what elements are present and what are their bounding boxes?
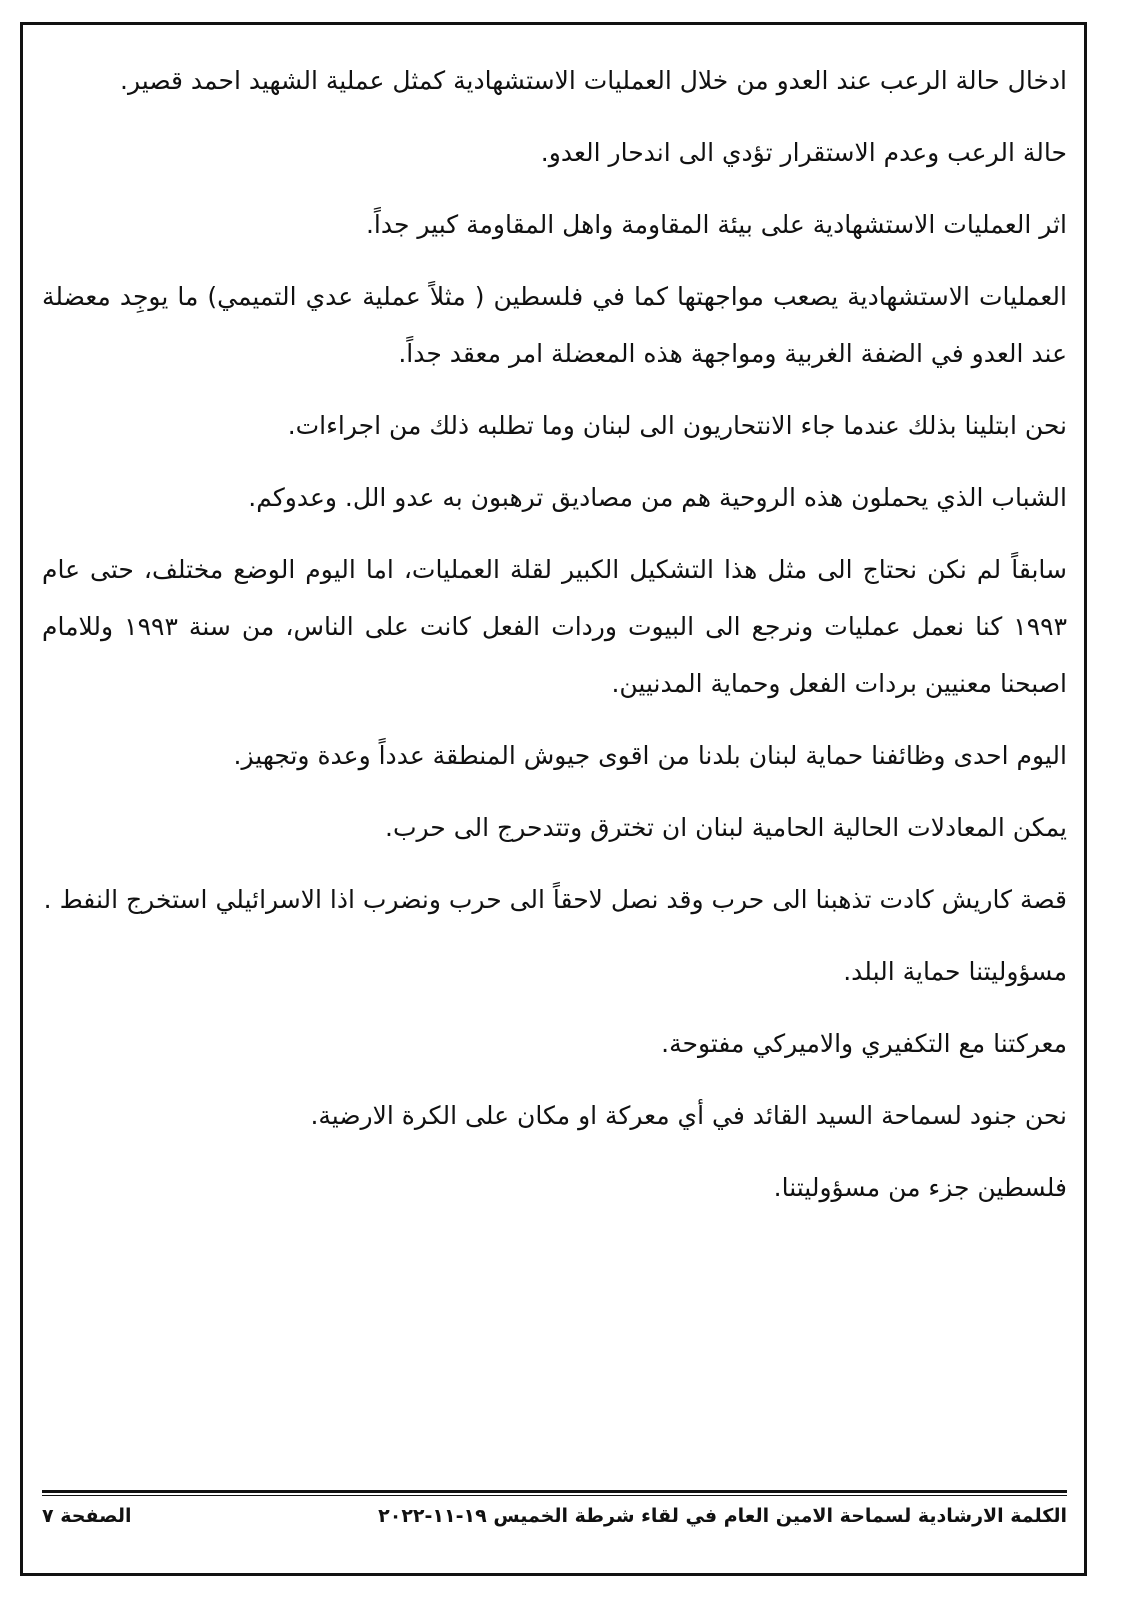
paragraph-7: سابقاً لم نكن نحتاج الى مثل هذا التشكيل الكبير لقلة العمليات، اما اليوم الوضع مختلف، حتى عام ١٩٩٣ كنا نعمل عمليات ونرجع الى البيوت وردات الفعل كانت على الناس، من سنة ١٩٩٣ وللامام اصبحنا معنيين بردات الفعل وحماية المدنيين. (42, 555, 1067, 698)
paragraph-1: ادخال حالة الرعب عند العدو من خلال العمليات الاستشهادية كمثل عملية الشهيد احمد قصير. (120, 66, 1067, 95)
paragraph-2: حالة الرعب وعدم الاستقرار تؤدي الى اندحار العدو. (540, 138, 1067, 167)
paragraph-4: العمليات الاستشهادية يصعب مواجهتها كما في فلسطين ( مثلاً عملية عدي التميمي) ما يوجِد معضلة عند العدو في الضفة الغربية ومواجهة هذه المعضلة امر معقد جداً. (42, 282, 1067, 368)
document-body (42, 52, 1067, 1231)
footer-title: الكلمة الارشادية لسماحة الامين العام في لقاء شرطة الخميس ١٩-١١-٢٠٢٢ (378, 1505, 1067, 1527)
paragraph-9: يمكن المعادلات الحالية الحامية لبنان ان تخترق وتتدحرج الى حرب. (385, 813, 1067, 842)
paragraph-13: نحن جنود لسماحة السيد القائد في أي معركة او مكان على الكرة الارضية. (310, 1101, 1067, 1130)
paragraph-14: فلسطين جزء من مسؤوليتنا. (773, 1173, 1067, 1202)
paragraph-5: نحن ابتلينا بذلك عندما جاء الانتحاريون الى لبنان وما تطلبه ذلك من اجراءات. (287, 411, 1067, 440)
footer-divider (42, 1490, 1067, 1496)
paragraph-8: اليوم احدى وظائفنا حماية لبنان بلدنا من اقوى جيوش المنطقة عدداً وعدة وتجهيز. (233, 741, 1067, 770)
paragraph-3: اثر العمليات الاستشهادية على بيئة المقاومة واهل المقاومة كبير جداً. (365, 210, 1067, 239)
paragraph-12: معركتنا مع التكفيري والاميركي مفتوحة. (661, 1029, 1067, 1058)
paragraph-11: مسؤوليتنا حماية البلد. (843, 957, 1067, 986)
paragraph-6: الشباب الذي يحملون هذه الروحية هم من مصاديق ترهبون به عدو الل. وعدوكم. (248, 483, 1067, 512)
paragraph-10: قصة كاريش كادت تذهبنا الى حرب وقد نصل لاحقاً الى حرب ونضرب اذا الاسرائيلي استخرج النفط . (43, 885, 1067, 914)
page-number: الصفحة ٧ (42, 1505, 132, 1527)
page-footer (42, 1498, 1067, 1534)
